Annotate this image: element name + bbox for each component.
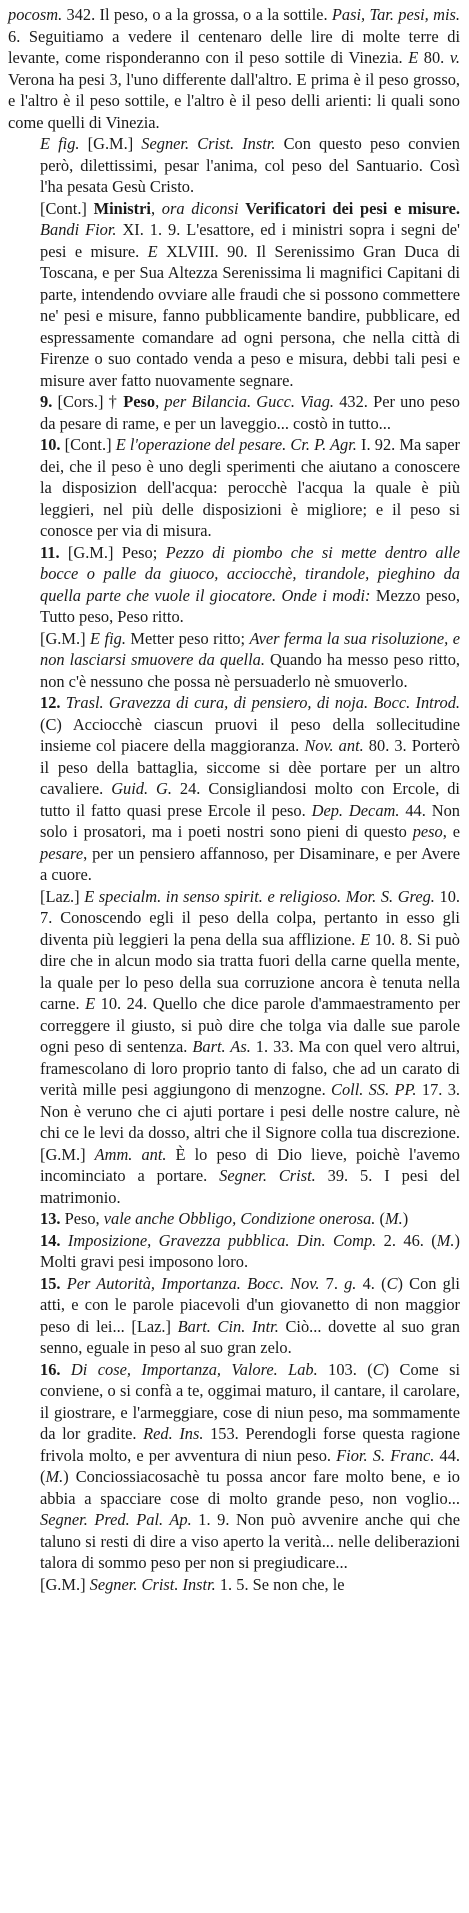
entry-paragraph: 12. Trasl. Gravezza di cura, di pensiero, di noja. Bocc. Introd. (C) Acciocchè ciascun pruovi il peso della sollecitudine insieme col piacere della maggioranza. Nov. ant. 80. 3. Porterò il peso della battaglia, siccome si dèe portare per un altro cavaliere. Guid. G. 24. Consigliandosi molto con Ercole, di tutto il fatto quasi prese Ercole il peso. Dep. Decam. 44. Non solo i prosatori, ma i poeti nostri sono pieni di questo peso, e pesare, per un pensiero affannoso, per Disaminare, e per Avere a cuore.	[40, 693, 460, 884]
entry-paragraph: [Laz.] E specialm. in senso spirit. e religioso. Mor. S. Greg. 10. 7. Conoscendo egli il peso della colpa, pertanto in esso gli diventa più leggieri la pena della sua afflizione. E 10. 8. Si può dire che in alcun modo sia tratta fuori della carne quella mente, la quale per lo peso della sua corruzione ancora è tenuta nella carne. E 10. 24. Quello che dice parole d'ammaestramento per correggere il giusto, si può dire che tolga via dalle sue parole ogni peso di sentenza. Bart. As. 1. 33. Ma con quel vero altrui, framescolano di loro proprio tanto di falso, che ad un carato di verità mille pesi aggiungono di menzogne. Coll. SS. PP. 17. 3. Non è veruno che ci ajuti portare i pesi delle nostre calure, nè chi ce le levi da dosso, altri che il Signore colla tua discrezione. [G.M.] Amm. ant. È lo peso di Dio lieve, poichè l'avemo incominciato a portare. Segner. Crist. 39. 5. I pesi del matrimonio.	[40, 886, 461, 1207]
entry-paragraph: 13. Peso, vale anche Obbligo, Condizione onerosa. (M.)	[40, 1209, 409, 1228]
entry-paragraph: 10. [Cont.] E l'operazione del pesare. Cr. P. Agr. I. 92. Ma saper dei, che il peso è uno degli sperimenti che aiutano a conoscere la disposizion dell'acqua: perocchè l'acqua la quale è più leggieri, nel più delle disposizioni è migliore; e il peso si conosce per via di misura.	[40, 435, 460, 540]
entry-paragraph: 9. [Cors.] † Peso, per Bilancia. Gucc. Viag. 432. Per uno peso da pesare di rame, e per un laveggio... costò in tutto...	[40, 392, 461, 433]
entry-paragraph: [Cont.] Ministri, ora diconsi Verificatori dei pesi e misure. Bandi Fior. XI. 1. 9. L'esattore, ed i ministri sopra i segni de' pesi e misure. E XLVIII. 90. Il Serenissimo Gran Duca di Toscana, e per Sua Altezza Serenissima li magnifici Capitani di parte, intendendo ovviare alle fraudi che si possono commettere ne' pesi e misure, fanno pubblicamente bandire, pubblicare, ed espressamente comandare ad ogni persona, che nella città di Firenze o suo contado venda a peso e misura, debbi tali pesi e misure aver fatto nuovamente segnare.	[40, 198, 460, 390]
entry-paragraph: [G.M.] E fig. Metter peso ritto; Aver ferma la sua risoluzione, e non lasciarsi smuovere da quella. Quando ha messo peso ritto, non c'è nessuno che possa nè persuaderlo nè smuoverlo.	[40, 628, 460, 691]
entry-paragraph: pocosm. 342. Il peso, o a la grossa, o a la sottile. Pasi, Tar. pesi, mis. 6. Seguitiamo a vedere il centenaro delle lire di molte terre di levante, come risponderanno con il peso sottile di Vinezia. E 80. v. Verona ha pesi 3, l'uno differente dall'altro. E prima è il peso grosso, e l'altro è il peso sottile, e l'altro è il peso delli arienti: li quali sono come quelli di Vinezia.	[8, 5, 460, 132]
entry-paragraph: 14. Imposizione, Gravezza pubblica. Din. Comp. 2. 46. (M.) Molti gravi pesi imposono loro.	[40, 1230, 460, 1271]
entry-paragraph: 11. [G.M.] Peso; Pezzo di piombo che si mette dentro alle bocce o palle da giuoco, acciocchè, tirandole, pieghino da quella parte che vuole il giocatore. Onde i modi: Mezzo peso, Tutto peso, Peso ritto.	[40, 542, 461, 626]
entry-paragraph: [G.M.] Segner. Crist. Instr. 1. 5. Se non che, le	[40, 1574, 345, 1594]
entry-paragraph: 15. Per Autorità, Importanza. Bocc. Nov. 7. g. 4. (C) Con gli atti, e con le parole piacevoli d'un giovanetto di non maggior peso di lei... [Laz.] Bart. Cin. Intr. Ciò... dovette al suo gran senno, eguale in peso al suo gran zelo.	[40, 1273, 461, 1357]
entry-paragraph: E fig. [G.M.] Segner. Crist. Instr. Con questo peso convien però, dilettissimi, pesar l'anima, col peso del Santuario. Così l'ha pesata Gesù Cristo.	[40, 134, 460, 196]
dictionary-entry-text	[8, 4, 460, 1595]
entry-paragraph: 16. Di cose, Importanza, Valore. Lab. 103. (C) Come si conviene, o si confà a te, oggimai maturo, il cantare, il carolare, il giostrare, e l'armeggiare, cose di niun peso, ma sommamente da lor gradite. Red. Ins. 153. Perendogli forse questa ragione frivola molto, e per avventura di niun peso. Fior. S. Franc. 44. (M.) Conciossiacosachè tu possa ancor fare molto bene, e io abbia a spacciare cose di molto grande peso, non voglio... Segner. Pred. Pal. Ap. 1. 9. Non può avvenire anche qui che taluno si resti di dire a viso aperto la verità... nelle deliberazioni talora di sommo peso per non si pregiudicare...	[40, 1359, 461, 1572]
